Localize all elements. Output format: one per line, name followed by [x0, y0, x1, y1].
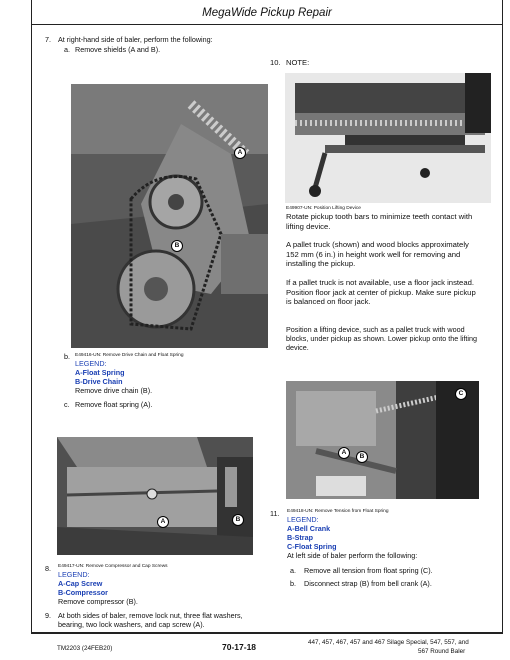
photo1-caption: E49416-UN: Remove Drive Chain and Float Spring [75, 353, 184, 358]
step7c-text: Remove float spring (A). [75, 400, 153, 409]
step10-paragraph-3: If a pallet truck is not available, use a floor jack instead. Position floor jack at center of pickup. Make sure pickup is balanced on floor jack. [286, 278, 476, 306]
legend-item: C-Float Spring [287, 542, 337, 551]
step11a-text: Remove all tension from float spring (C). [304, 566, 433, 575]
step11-text: At left side of baler perform the following: [287, 551, 418, 560]
step7c-letter: c. [64, 400, 70, 409]
footer-page-number: 70-17-18 [222, 642, 257, 652]
photo4-caption: E49418-UN: Remove Tension from Float Spring [287, 509, 389, 514]
step8-number: 8. [45, 564, 51, 573]
photo-drive-chain [71, 84, 268, 348]
photo-float-spring [286, 381, 479, 499]
step7b-letter: b. [64, 352, 70, 361]
footer-models: 447, 457, 467, 457 and 467 Silage Special, 547, 557, and [308, 639, 469, 646]
step10-instruction: blocks, under pickup as shown. Lower pickup onto the lifting [286, 334, 477, 343]
footer-rule [31, 633, 503, 634]
step11b-text: Disconnect strap (B) from bell crank (A). [304, 579, 432, 588]
step10-number: 10. [270, 58, 281, 67]
legend-item: A-Cap Screw [58, 579, 103, 588]
step9-number: 9. [45, 611, 51, 620]
step7b-text: Remove drive chain (B). [75, 386, 153, 395]
step7a-text: Remove shields (A and B). [75, 45, 161, 54]
footer-doc-id: TM2203 (24FEB20) [57, 645, 113, 652]
legend-item: A-Float Spring [75, 368, 125, 377]
step10-paragraph-2: A pallet truck (shown) and wood blocks approximately 152 mm (6 in.) in height work well for removing and installing the pickup. [286, 240, 469, 268]
legend-title: LEGEND: [58, 570, 90, 579]
legend-item: B-Compressor [58, 588, 108, 597]
photo-compressor [57, 437, 253, 555]
step8-text: Remove compressor (B). [58, 597, 138, 606]
step10-instruction: device. [286, 343, 309, 352]
callout-a: A [157, 516, 169, 528]
footer-models: 567 Round Baler [418, 648, 466, 655]
step9-text: At both sides of baler, remove lock nut, three flat washers, [58, 611, 243, 620]
callout-a: A [234, 147, 246, 159]
page-title: MegaWide Pickup Repair [32, 0, 502, 25]
legend-title: LEGEND: [75, 359, 107, 368]
legend-item: B-Drive Chain [75, 377, 123, 386]
callout-b: B [356, 451, 368, 463]
photo3-caption: E49907-UN: Position Lifting Device [286, 206, 361, 211]
callout-b: B [171, 240, 183, 252]
step11-number: 11. [270, 509, 280, 518]
callout-c: C [455, 388, 467, 400]
step10-paragraph-1: Rotate pickup tooth bars to minimize teeth contact with lifting device. [286, 212, 473, 231]
step7-number: 7. [45, 35, 51, 44]
step11b-letter: b. [290, 579, 296, 588]
step11a-letter: a. [290, 566, 296, 575]
step7-text: At right-hand side of baler, perform the following: [58, 35, 213, 44]
legend-title: LEGEND: [287, 515, 319, 524]
photo-lifting-device [285, 73, 491, 203]
step7a-letter: a. [64, 45, 70, 54]
legend-item: B-Strap [287, 533, 313, 542]
legend-item: A-Bell Crank [287, 524, 331, 533]
step10-instruction: Position a lifting device, such as a pallet truck with wood [286, 325, 465, 334]
step9-text: bearing, two lock washers, and cap screw (A). [58, 620, 205, 629]
note-label: NOTE: [286, 58, 310, 67]
callout-a: A [338, 447, 350, 459]
callout-b: B [232, 514, 244, 526]
photo2-caption: E49417-UN: Remove Compressor and Cap Screws [58, 564, 168, 569]
